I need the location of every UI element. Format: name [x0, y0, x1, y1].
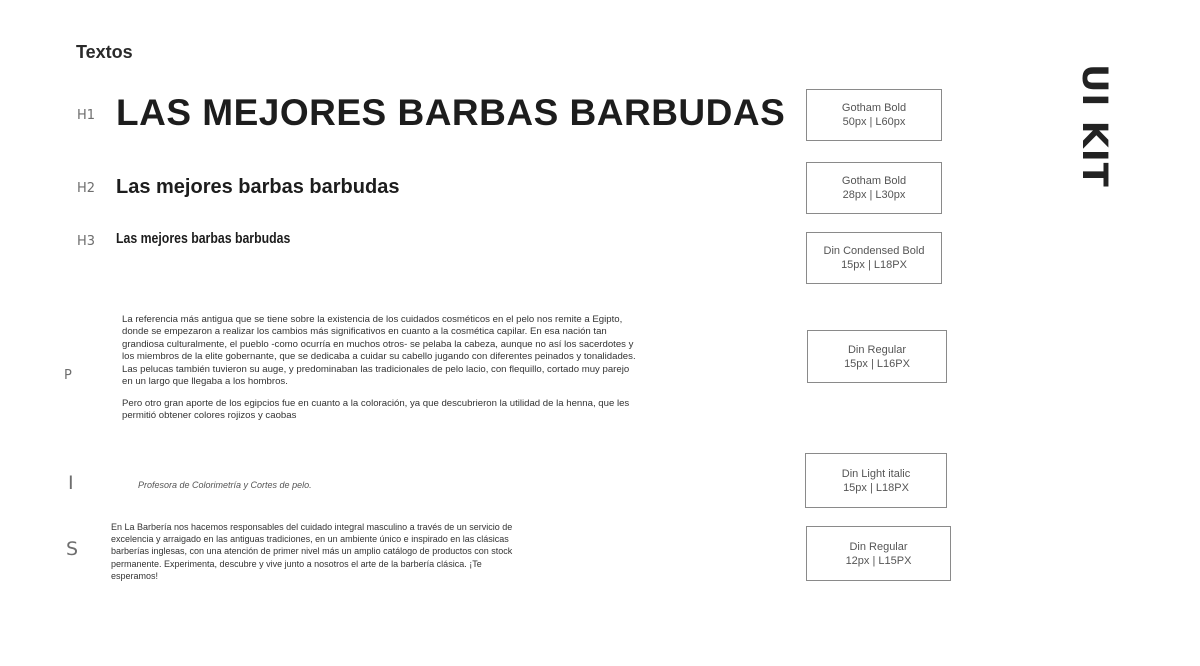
h3-label: H3 [77, 234, 96, 249]
section-title: Textos [76, 42, 133, 62]
h2-spec-font: Gotham Bold [841, 175, 907, 187]
i-spec-font: Din Light italic [841, 467, 911, 480]
h2-spec-size: 28px | L30px [842, 189, 906, 201]
h2-label: H2 [77, 181, 96, 196]
h3-spec-box [806, 232, 942, 284]
p-label: P [64, 368, 72, 383]
s-spec-size: 12px | L15PX [845, 554, 912, 567]
h2-sample: Las mejores barbas barbudas [116, 176, 400, 198]
h1-spec-font: Gotham Bold [841, 102, 907, 114]
h1-spec-size: 50px | L60px [842, 116, 906, 128]
s-spec-font: Din Regular [849, 540, 908, 553]
s-spec-box [806, 526, 951, 581]
h3-sample: Las mejores barbas barbudas [116, 230, 291, 247]
h2-spec-box [806, 162, 942, 214]
i-label: I [68, 472, 74, 494]
i-spec-box [805, 453, 947, 508]
i-spec-size: 15px | L18PX [843, 481, 909, 494]
h1-spec-box [806, 89, 942, 141]
paragraph-2: Pero otro gran aporte de los egipcios fue en cuanto a la coloración, ya que descubrieron la utilidad de la henna, que les permitió obtener colores rojizos y caobas [122, 398, 630, 422]
p-spec-font: Din Regular [847, 343, 907, 356]
small-sample: En La Barbería nos hacemos responsables del cuidado integral masculino a través de un servicio de excelencia y arraigado en las antiguas tradiciones, en un ambiente único e inspirado en las clásicas barberías inglesas, con una atención de primer nivel más un amplio catálogo de productos con stock permanente. Experimenta, descubre y vive junto a nosotros el arte de la barbería clásica. ¡Te esperamos! [111, 522, 513, 581]
h3-spec-font: Din Condensed Bold [823, 245, 925, 257]
italic-sample: Profesora de Colorimetría y Cortes de pelo. [138, 480, 312, 490]
h3-spec-size: 15px | L18PX [841, 259, 907, 271]
paragraph-1: La referencia más antigua que se tiene sobre la existencia de los cuidados cosméticos en el pelo nos remite a Egipto, donde se empezaron a realizar los cambios más significativos en cuanto a la cosmética capilar. En esa nación tan grandiosa culturalmente, el pueblo -como ocurría en muchos otros- se pelaba la cabeza, aunque no así los sacerdotes y los miembros de la elite gobernante, que se dedicaba a cuidar su cabello jugando con diferentes peinados y tonalidades. Las pelucas también tuvieron su auge, y predominaban las tradicionales de pelo lacio, con flequillo, cortado muy parejo en un largo que llegaba a los hombros. [122, 314, 636, 388]
p-spec-box [807, 330, 947, 383]
h1-sample: LAS MEJORES BARBAS BARBUDAS [116, 92, 786, 133]
p-spec-size: 15px | L16PX [844, 357, 910, 370]
s-label: S [66, 538, 79, 560]
ui-kit-title: UI KIT [1074, 64, 1114, 188]
h1-label: H1 [77, 108, 96, 123]
